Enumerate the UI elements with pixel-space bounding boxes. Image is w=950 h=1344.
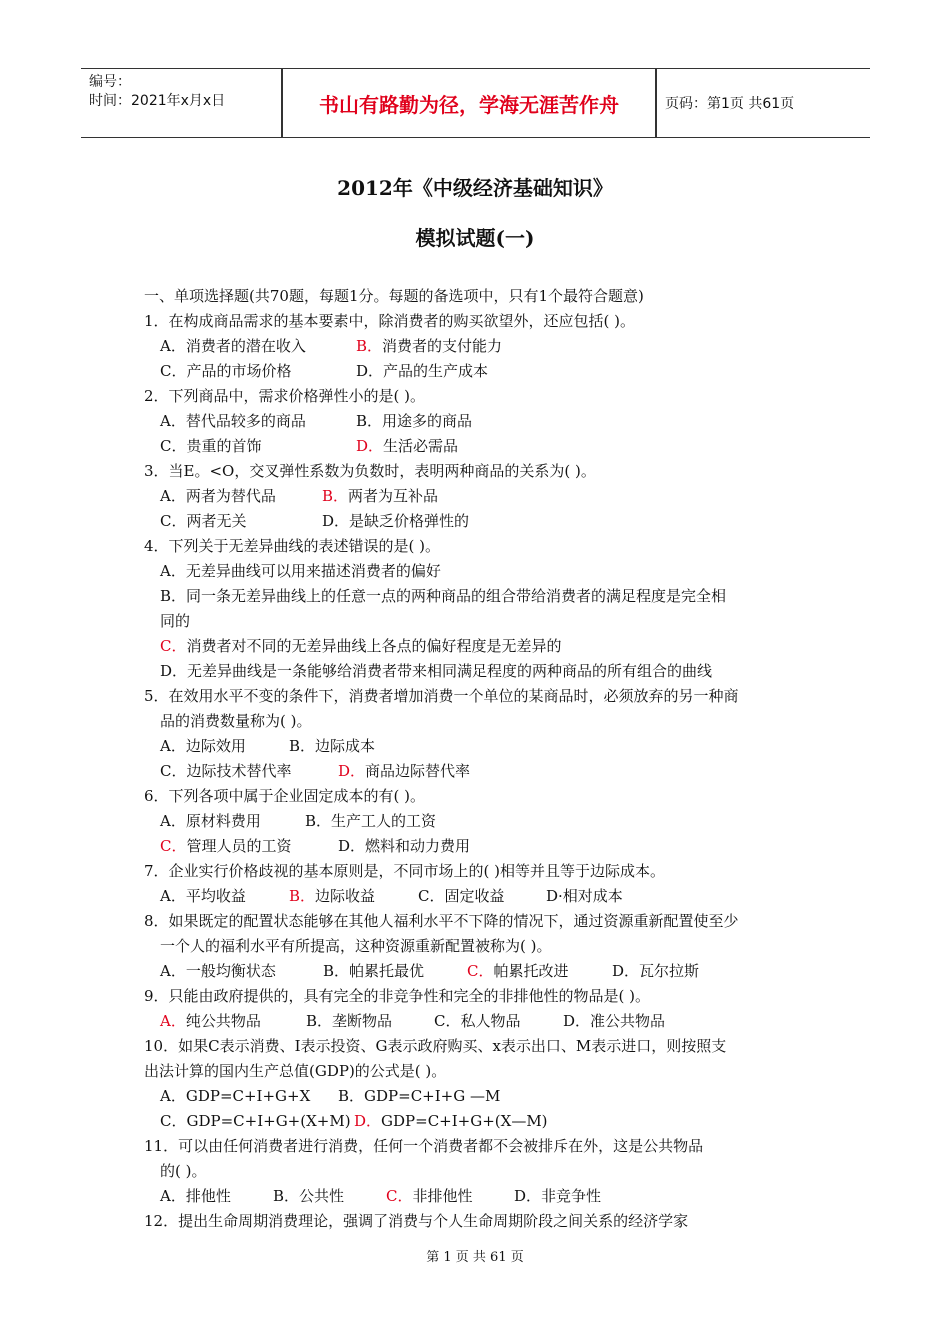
page-subtitle: 模拟试题(一): [415, 226, 535, 250]
option-a: A．消费者的潜在收入: [160, 337, 306, 355]
option-b-answer: B．两者为互补品: [322, 487, 439, 505]
option-d: D．非竞争性: [514, 1187, 602, 1205]
option-b-answer: B．边际收益: [289, 887, 376, 905]
header-meta: [89, 73, 225, 111]
code-label: 编号：: [89, 74, 131, 90]
time-label: 时间：2021年x月x日: [89, 93, 226, 109]
question-3: 3．当E。<O，交叉弹性系数为负数时，表明两种商品的关系为( )。: [144, 462, 596, 480]
option-c: C．GDP=C+I+G+(X+M): [160, 1112, 351, 1130]
option-a: A．原材料费用: [160, 812, 261, 830]
option-b: B．同一条无差异曲线上的任意一点的两种商品的组合带给消费者的满足程度是完全相: [160, 587, 727, 605]
question-8-continued: 一个人的福利水平有所提高，这种资源重新配置被称为( )。: [160, 937, 552, 955]
option-d-answer: D．商品边际替代率: [338, 762, 471, 780]
question-10: 10．如果C表示消费、I表示投资、G表示政府购买、x表示出口、M表示进口，则按照支: [144, 1037, 727, 1055]
option-b: B．垄断物品: [306, 1012, 393, 1030]
option-a: A．GDP=C+I+G+X: [160, 1087, 311, 1105]
option-d: D．燃料和动力费用: [338, 837, 471, 855]
option-b: B．边际成本: [289, 737, 376, 755]
option-d-answer: D．生活必需品: [356, 437, 459, 455]
option-c: C．贵重的首饰: [160, 437, 262, 455]
question-11: 11．可以由任何消费者进行消费，任何一个消费者都不会被排斥在外，这是公共物品: [144, 1137, 704, 1155]
option-a: A．平均收益: [160, 887, 246, 905]
section-heading: 一、单项选择题(共70题，每题1分。每题的备选项中，只有1个最符合题意): [144, 287, 644, 305]
option-c: C．固定收益: [418, 887, 505, 905]
question-5-continued: 品的消费数量称为( )。: [160, 712, 312, 730]
option-c-answer: C．消费者对不同的无差异曲线上各点的偏好程度是无差异的: [160, 637, 562, 655]
option-b: B．GDP=C+I+G —M: [338, 1087, 501, 1105]
option-d: D．瓦尔拉斯: [612, 962, 700, 980]
option-d-answer: D．GDP=C+I+G+(X—M): [354, 1112, 548, 1130]
option-d: D．产品的生产成本: [356, 362, 489, 380]
option-c: C．边际技术替代率: [160, 762, 292, 780]
page-title: 2012年《中级经济基础知识》: [337, 176, 613, 200]
question-12: 12．提出生命周期消费理论，强调了消费与个人生命周期阶段之间关系的经济学家: [144, 1212, 689, 1230]
page-footer: 第 1 页 共 61 页: [426, 1250, 524, 1265]
header-motto: 书山有路勤为径，学海无涯苦作舟: [319, 92, 619, 117]
option-b-answer: B．消费者的支付能力: [356, 337, 503, 355]
option-d: D·相对成本: [546, 887, 623, 905]
option-a: A．两者为替代品: [160, 487, 276, 505]
document-header: [81, 68, 870, 138]
option-c-answer: C．帕累托改进: [467, 962, 569, 980]
question-8: 8．如果既定的配置状态能够在其他人福利水平不下降的情况下，通过资源重新配置使至少: [144, 912, 739, 930]
option-c-answer: C．非排他性: [386, 1187, 473, 1205]
question-4: 4．下列关于无差异曲线的表述错误的是( )。: [144, 537, 441, 555]
option-a: A．无差异曲线可以用来描述消费者的偏好: [160, 562, 441, 580]
option-c: C．两者无关: [160, 512, 247, 530]
option-a: A．一般均衡状态: [160, 962, 276, 980]
option-c: C．私人物品: [434, 1012, 521, 1030]
question-9: 9．只能由政府提供的，具有完全的非竞争性和完全的非排他性的物品是( )。: [144, 987, 651, 1005]
option-c: C．产品的市场价格: [160, 362, 292, 380]
option-a-answer: A．纯公共物品: [160, 1012, 261, 1030]
header-divider: [655, 69, 657, 137]
question-5: 5．在效用水平不变的条件下，消费者增加消费一个单位的某商品时，必须放弃的另一种商: [144, 687, 739, 705]
question-10-continued: 出法计算的国内生产总值(GDP)的公式是( )。: [144, 1062, 447, 1080]
option-b: B．公共性: [273, 1187, 345, 1205]
option-c-answer: C．管理人员的工资: [160, 837, 292, 855]
option-b: B．帕累托最优: [323, 962, 425, 980]
option-b: B．用途多的商品: [356, 412, 473, 430]
header-page-info: 页码：第1页 共61页: [665, 96, 795, 112]
question-2: 2．下列商品中，需求价格弹性小的是( )。: [144, 387, 426, 405]
question-7: 7．企业实行价格歧视的基本原则是，不同市场上的( )相等并且等于边际成本。: [144, 862, 666, 880]
option-d: D．准公共物品: [563, 1012, 666, 1030]
question-1: 1．在构成商品需求的基本要素中，除消费者的购买欲望外，还应包括( )。: [144, 312, 636, 330]
option-d: D．无差异曲线是一条能够给消费者带来相同满足程度的两种商品的所有组合的曲线: [160, 662, 713, 680]
option-b-continued: 同的: [160, 612, 191, 630]
option-b: B．生产工人的工资: [305, 812, 437, 830]
option-d: D．是缺乏价格弹性的: [322, 512, 470, 530]
question-6: 6．下列各项中属于企业固定成本的有( )。: [144, 787, 426, 805]
option-a: A．边际效用: [160, 737, 246, 755]
option-a: A．替代品较多的商品: [160, 412, 306, 430]
option-a: A．排他性: [160, 1187, 231, 1205]
question-11-continued: 的( )。: [160, 1162, 207, 1180]
